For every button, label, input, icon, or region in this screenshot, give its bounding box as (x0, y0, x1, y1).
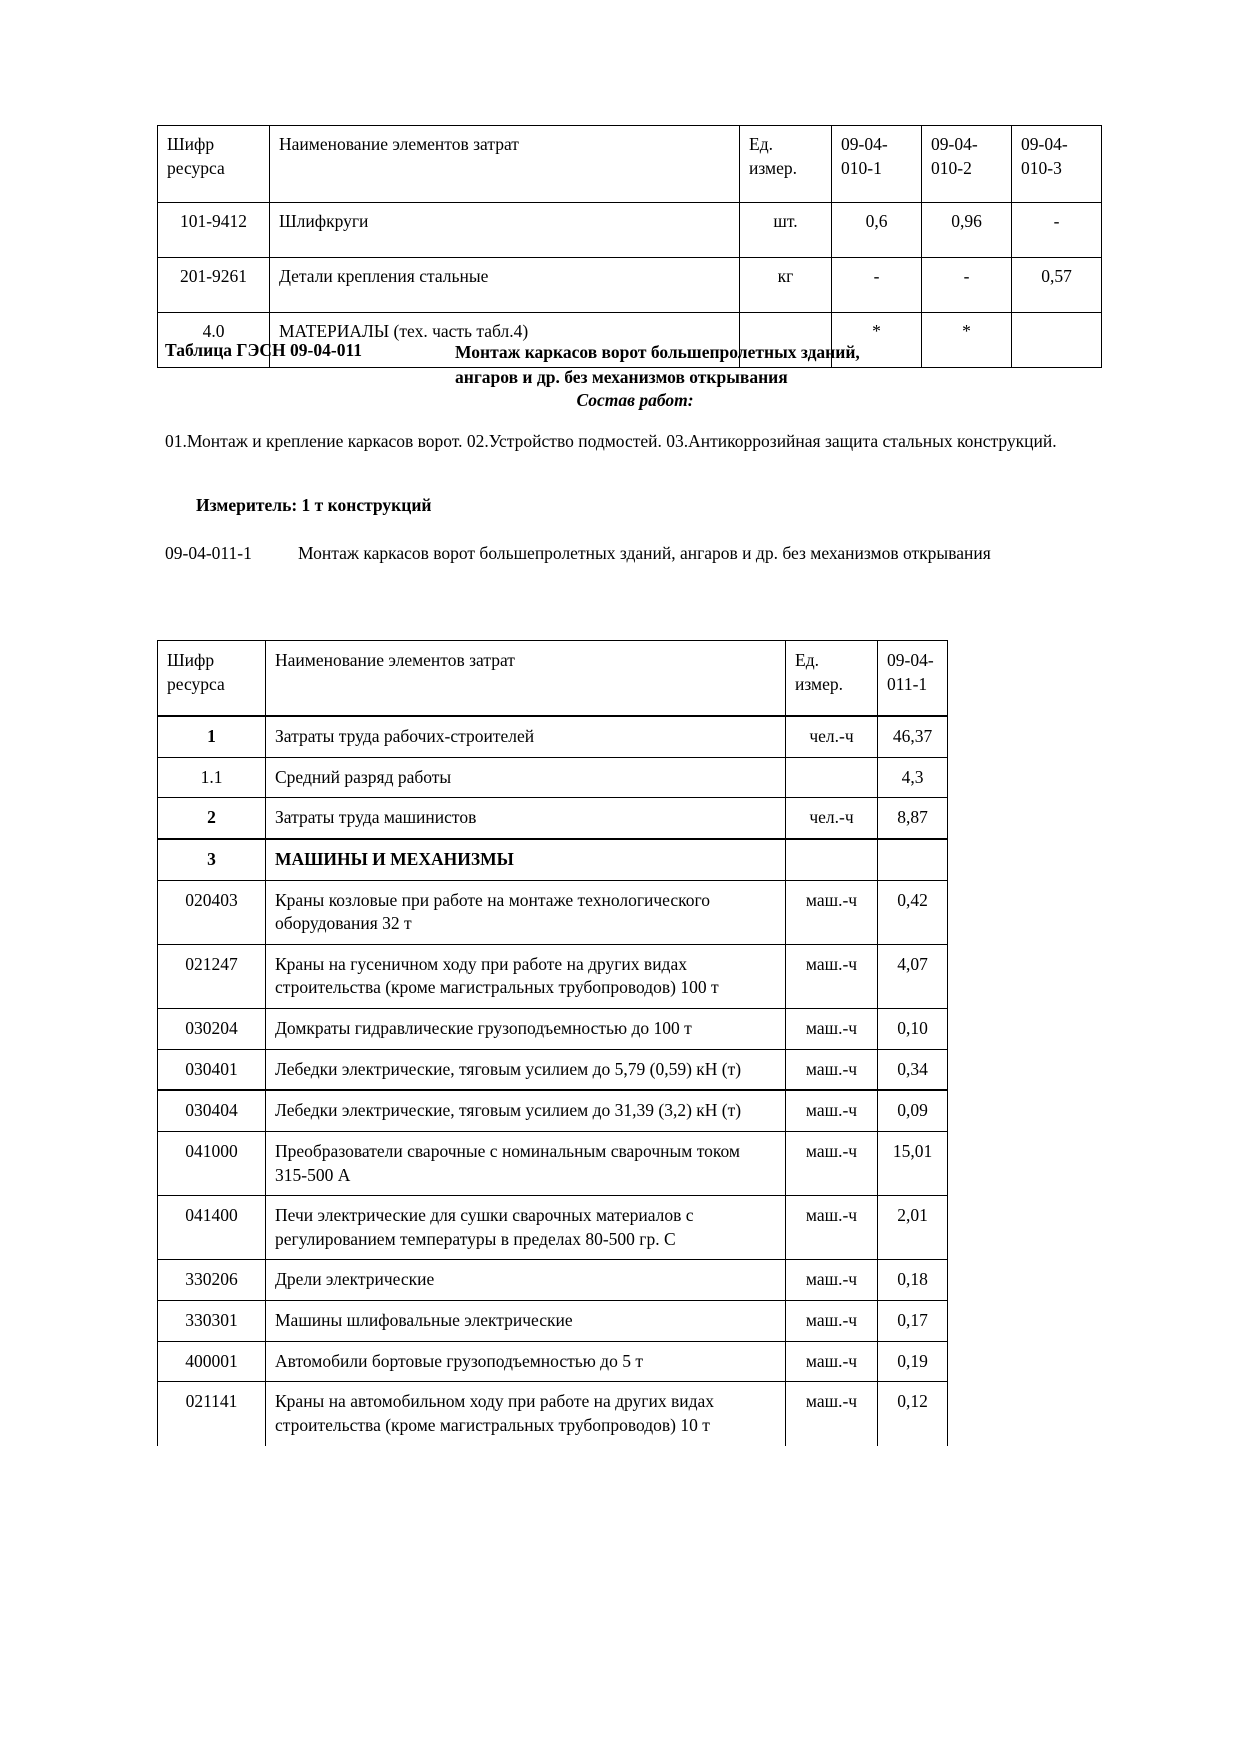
cell-value-1: * (832, 313, 922, 368)
cell-name: Краны на автомобильном ходу при работе на других видах строительства (кроме магистральных трубопроводов) 10 т (266, 1382, 786, 1446)
header-cell-name: Наименование элементов затрат (266, 641, 786, 717)
header-unit-line2: измер. (749, 157, 797, 178)
cell-name: Средний разряд работы (266, 757, 786, 798)
section-heading (165, 340, 1105, 391)
cell-name: Дрели электрические (266, 1260, 786, 1301)
header-cell-unit (786, 641, 878, 717)
cell-code: 1.1 (158, 757, 266, 798)
cell-name: Машины шлифовальные электрические (266, 1301, 786, 1342)
cell-unit: кг (740, 258, 832, 313)
cell-value: 0,17 (878, 1301, 948, 1342)
cell-value: 2,01 (878, 1196, 948, 1260)
header-cell-unit (740, 126, 832, 203)
table-row (158, 839, 948, 880)
table-row (158, 798, 948, 839)
cell-unit: маш.-ч (786, 1301, 878, 1342)
cell-value-1: 0,6 (832, 203, 922, 258)
cell-value-3: - (1012, 203, 1102, 258)
cell-name: Преобразователи сварочные с номинальным сварочным током 315-500 А (266, 1131, 786, 1195)
table-row (158, 1090, 948, 1131)
cell-code: 030204 (158, 1009, 266, 1050)
header-col-line1: 09-04- (887, 650, 934, 670)
cell-code: 1 (158, 716, 266, 757)
cell-name: МАТЕРИАЛЫ (тех. часть табл.4) (270, 313, 740, 368)
table-row (158, 1049, 948, 1090)
header-code-line1: Шифр (167, 134, 215, 154)
cell-unit: маш.-ч (786, 1049, 878, 1090)
cell-unit: маш.-ч (786, 1009, 878, 1050)
cell-code: 021247 (158, 944, 266, 1008)
cell-value-2: 0,96 (922, 203, 1012, 258)
header-cell-col2 (922, 126, 1012, 203)
cell-unit: маш.-ч (786, 1260, 878, 1301)
cell-code: 400001 (158, 1341, 266, 1382)
header-col1-line1: 09-04- (841, 134, 888, 154)
section-title-line2: ангаров и др. без механизмов открывания (455, 367, 788, 388)
header-unit-line1: Ед. (795, 650, 819, 670)
cell-name: Детали крепления стальные (270, 258, 740, 313)
cell-code: 030401 (158, 1049, 266, 1090)
table-row (158, 716, 948, 757)
header-cell-col (878, 641, 948, 717)
table-row (158, 1131, 948, 1195)
cell-unit: маш.-ч (786, 880, 878, 944)
cell-name: Автомобили бортовые грузоподъемностью до 5 т (266, 1341, 786, 1382)
cell-unit: шт. (740, 203, 832, 258)
header-code-line2: ресурса (167, 157, 225, 178)
cell-value: 0,18 (878, 1260, 948, 1301)
cell-name: Лебедки электрические, тяговым усилием до 31,39 (3,2) кН (т) (266, 1090, 786, 1131)
cell-code: 4.0 (158, 313, 270, 368)
cell-value (878, 839, 948, 880)
cell-value-2: * (922, 313, 1012, 368)
cell-value: 8,87 (878, 798, 948, 839)
cell-value: 4,07 (878, 944, 948, 1008)
cell-name: Затраты труда рабочих-строителей (266, 716, 786, 757)
cell-name: Домкраты гидравлические грузоподъемностью до 100 т (266, 1009, 786, 1050)
cell-code: 330301 (158, 1301, 266, 1342)
sostav-rabot-label: Состав работ: (576, 390, 694, 410)
cell-value-1: - (832, 258, 922, 313)
table-row (158, 1341, 948, 1382)
header-col3-line2: 010-3 (1021, 157, 1062, 178)
table-row (158, 203, 1102, 258)
section-title-text (455, 340, 955, 391)
cell-name: Шлифкруги (270, 203, 740, 258)
header-col1-line2: 010-1 (841, 157, 882, 178)
section-title-line1: Монтаж каркасов ворот большепролетных зданий, (455, 342, 860, 362)
norm-description: Монтаж каркасов ворот большепролетных зданий, ангаров и др. без механизмов открывания (298, 543, 991, 563)
header-unit-line1: Ед. (749, 134, 773, 154)
cell-code: 041400 (158, 1196, 266, 1260)
header-cell-col3 (1012, 126, 1102, 203)
table-label: Таблица ГЭСН 09-04-011 (165, 340, 362, 360)
cell-name: Затраты труда машинистов (266, 798, 786, 839)
cell-value: 0,09 (878, 1090, 948, 1131)
header-code-line1: Шифр (167, 650, 215, 670)
cell-name: Краны козловые при работе на монтаже технологического оборудования 32 т (266, 880, 786, 944)
header-unit-line2: измер. (795, 673, 843, 694)
header-col3-line1: 09-04- (1021, 134, 1068, 154)
cell-unit: маш.-ч (786, 1196, 878, 1260)
table-row (158, 1382, 948, 1446)
cell-value-3: 0,57 (1012, 258, 1102, 313)
cell-unit: маш.-ч (786, 1382, 878, 1446)
works-paragraph: 01.Монтаж и крепление каркасов ворот. 02.Устройство подмостей. 03.Антикоррозийная защита стальных конструкций. (165, 431, 1057, 451)
norm-entry (165, 540, 1105, 567)
cell-value: 0,12 (878, 1382, 948, 1446)
cell-code: 201-9261 (158, 258, 270, 313)
cell-code: 020403 (158, 880, 266, 944)
cell-code: 041000 (158, 1131, 266, 1195)
cell-value: 4,3 (878, 757, 948, 798)
header-cell-name: Наименование элементов затрат (270, 126, 740, 203)
resource-table-09-04-011 (157, 640, 948, 1446)
izmeritel-label: Измеритель: 1 т конструкций (196, 495, 432, 515)
cell-code: 030404 (158, 1090, 266, 1131)
cell-unit (786, 839, 878, 880)
cell-code: 3 (158, 839, 266, 880)
cell-unit: маш.-ч (786, 1131, 878, 1195)
cell-name: Печи электрические для сушки сварочных материалов с регулированием температуры в пределах 80-500 гр. С (266, 1196, 786, 1260)
header-code-line2: ресурса (167, 673, 225, 694)
header-cell-col1 (832, 126, 922, 203)
cell-code: 330206 (158, 1260, 266, 1301)
cell-unit: маш.-ч (786, 1341, 878, 1382)
cell-unit (786, 757, 878, 798)
table-row (158, 880, 948, 944)
header-col2-line2: 010-2 (931, 157, 972, 178)
table-one-header-row (158, 126, 1102, 203)
cell-value: 46,37 (878, 716, 948, 757)
resource-table-09-04-010 (157, 125, 1102, 368)
cell-code: 2 (158, 798, 266, 839)
table-row (158, 757, 948, 798)
table-row (158, 1301, 948, 1342)
cell-unit: чел.-ч (786, 716, 878, 757)
cell-value: 0,19 (878, 1341, 948, 1382)
cell-code: 101-9412 (158, 203, 270, 258)
table-row (158, 944, 948, 1008)
cell-value-2: - (922, 258, 1012, 313)
header-cell-code (158, 641, 266, 717)
header-cell-code (158, 126, 270, 203)
cell-value: 0,42 (878, 880, 948, 944)
cell-name: Лебедки электрические, тяговым усилием до 5,79 (0,59) кН (т) (266, 1049, 786, 1090)
table-two-header-row (158, 641, 948, 717)
header-col2-line1: 09-04- (931, 134, 978, 154)
cell-unit: маш.-ч (786, 1090, 878, 1131)
table-row (158, 258, 1102, 313)
cell-name: МАШИНЫ И МЕХАНИЗМЫ (266, 839, 786, 880)
cell-value: 0,10 (878, 1009, 948, 1050)
cell-name: Краны на гусеничном ходу при работе на других видах строительства (кроме магистральных трубопроводов) 100 т (266, 944, 786, 1008)
cell-value: 15,01 (878, 1131, 948, 1195)
cell-value: 0,34 (878, 1049, 948, 1090)
table-row (158, 1009, 948, 1050)
norm-code: 09-04-011-1 (165, 543, 252, 563)
header-col-line2: 011-1 (887, 673, 928, 694)
table-row (158, 1196, 948, 1260)
table-row (158, 1260, 948, 1301)
cell-code: 021141 (158, 1382, 266, 1446)
cell-unit: чел.-ч (786, 798, 878, 839)
cell-unit: маш.-ч (786, 944, 878, 1008)
